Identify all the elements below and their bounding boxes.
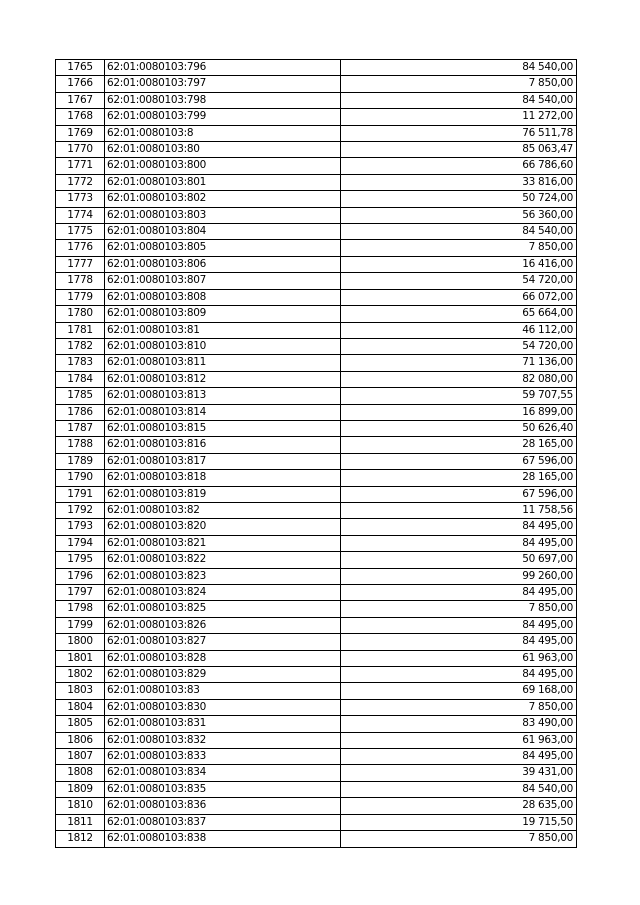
row-number-cell: 1765 — [56, 60, 105, 76]
row-number-cell: 1811 — [56, 814, 105, 830]
row-number-cell: 1786 — [56, 404, 105, 420]
cadastral-value-cell: 67 596,00 — [341, 453, 577, 469]
cadastral-value-cell: 16 899,00 — [341, 404, 577, 420]
table-row — [56, 60, 577, 76]
row-number-cell: 1798 — [56, 601, 105, 617]
row-number-cell: 1777 — [56, 256, 105, 272]
table-row — [56, 535, 577, 551]
cadastral-value-cell: 69 168,00 — [341, 683, 577, 699]
row-number-cell: 1766 — [56, 76, 105, 92]
cadastral-number-cell: 62:01:0080103:833 — [105, 749, 341, 765]
cadastral-number-cell: 62:01:0080103:80 — [105, 142, 341, 158]
table-row — [56, 338, 577, 354]
cadastral-value-cell: 54 720,00 — [341, 338, 577, 354]
table-row — [56, 831, 577, 847]
row-number-cell: 1788 — [56, 437, 105, 453]
cadastral-value-cell: 84 540,00 — [341, 60, 577, 76]
cadastral-number-cell: 62:01:0080103:796 — [105, 60, 341, 76]
table-row — [56, 699, 577, 715]
row-number-cell: 1792 — [56, 502, 105, 518]
cadastral-value-cell: 7 850,00 — [341, 601, 577, 617]
cadastral-value-cell: 50 697,00 — [341, 552, 577, 568]
table-row — [56, 289, 577, 305]
cadastral-value-cell: 84 540,00 — [341, 224, 577, 240]
row-number-cell: 1791 — [56, 486, 105, 502]
table-row — [56, 749, 577, 765]
cadastral-value-cell: 84 495,00 — [341, 749, 577, 765]
row-number-cell: 1794 — [56, 535, 105, 551]
cadastral-number-cell: 62:01:0080103:799 — [105, 109, 341, 125]
row-number-cell: 1770 — [56, 142, 105, 158]
cadastral-number-cell: 62:01:0080103:812 — [105, 371, 341, 387]
cadastral-value-cell: 84 495,00 — [341, 634, 577, 650]
table-row — [56, 256, 577, 272]
cadastral-number-cell: 62:01:0080103:815 — [105, 420, 341, 436]
cadastral-value-cell: 28 635,00 — [341, 798, 577, 814]
row-number-cell: 1804 — [56, 699, 105, 715]
row-number-cell: 1793 — [56, 519, 105, 535]
cadastral-value-cell: 83 490,00 — [341, 716, 577, 732]
table-row — [56, 634, 577, 650]
cadastral-number-cell: 62:01:0080103:836 — [105, 798, 341, 814]
table-row — [56, 420, 577, 436]
cadastral-value-cell: 11 272,00 — [341, 109, 577, 125]
row-number-cell: 1803 — [56, 683, 105, 699]
cadastral-value-cell: 16 416,00 — [341, 256, 577, 272]
cadastral-value-cell: 84 495,00 — [341, 585, 577, 601]
cadastral-number-cell: 62:01:0080103:813 — [105, 388, 341, 404]
cadastral-number-cell: 62:01:0080103:820 — [105, 519, 341, 535]
table-row — [56, 322, 577, 338]
cadastral-number-cell: 62:01:0080103:831 — [105, 716, 341, 732]
row-number-cell: 1805 — [56, 716, 105, 732]
cadastral-number-cell: 62:01:0080103:83 — [105, 683, 341, 699]
table-row — [56, 224, 577, 240]
cadastral-number-cell: 62:01:0080103:837 — [105, 814, 341, 830]
table-row — [56, 470, 577, 486]
table-row — [56, 191, 577, 207]
cadastral-value-cell: 19 715,50 — [341, 814, 577, 830]
table-row — [56, 502, 577, 518]
row-number-cell: 1769 — [56, 125, 105, 141]
cadastral-number-cell: 62:01:0080103:808 — [105, 289, 341, 305]
cadastral-value-cell: 76 511,78 — [341, 125, 577, 141]
cadastral-number-cell: 62:01:0080103:818 — [105, 470, 341, 486]
row-number-cell: 1784 — [56, 371, 105, 387]
table-row — [56, 486, 577, 502]
cadastral-value-cell: 84 495,00 — [341, 667, 577, 683]
table-row — [56, 355, 577, 371]
cadastral-value-cell: 7 850,00 — [341, 831, 577, 847]
cadastral-number-cell: 62:01:0080103:814 — [105, 404, 341, 420]
cadastral-number-cell: 62:01:0080103:802 — [105, 191, 341, 207]
table-row — [56, 109, 577, 125]
row-number-cell: 1801 — [56, 650, 105, 666]
row-number-cell: 1799 — [56, 617, 105, 633]
row-number-cell: 1809 — [56, 781, 105, 797]
cadastral-number-cell: 62:01:0080103:811 — [105, 355, 341, 371]
cadastral-value-cell: 7 850,00 — [341, 240, 577, 256]
table-row — [56, 388, 577, 404]
row-number-cell: 1781 — [56, 322, 105, 338]
cadastral-number-cell: 62:01:0080103:834 — [105, 765, 341, 781]
cadastral-number-cell: 62:01:0080103:801 — [105, 174, 341, 190]
table-row — [56, 617, 577, 633]
table-row — [56, 306, 577, 322]
table-row — [56, 174, 577, 190]
row-number-cell: 1797 — [56, 585, 105, 601]
cadastral-value-cell: 50 724,00 — [341, 191, 577, 207]
table-row — [56, 76, 577, 92]
cadastral-value-cell: 7 850,00 — [341, 76, 577, 92]
row-number-cell: 1787 — [56, 420, 105, 436]
cadastral-value-cell: 61 963,00 — [341, 732, 577, 748]
row-number-cell: 1789 — [56, 453, 105, 469]
row-number-cell: 1807 — [56, 749, 105, 765]
cadastral-number-cell: 62:01:0080103:819 — [105, 486, 341, 502]
table-row — [56, 814, 577, 830]
cadastral-number-cell: 62:01:0080103:810 — [105, 338, 341, 354]
cadastral-number-cell: 62:01:0080103:81 — [105, 322, 341, 338]
table-row — [56, 437, 577, 453]
cadastral-number-cell: 62:01:0080103:821 — [105, 535, 341, 551]
cadastral-value-cell: 66 072,00 — [341, 289, 577, 305]
cadastral-value-cell: 67 596,00 — [341, 486, 577, 502]
row-number-cell: 1790 — [56, 470, 105, 486]
cadastral-number-cell: 62:01:0080103:835 — [105, 781, 341, 797]
cadastral-number-cell: 62:01:0080103:828 — [105, 650, 341, 666]
table-row — [56, 404, 577, 420]
row-number-cell: 1780 — [56, 306, 105, 322]
table-row — [56, 142, 577, 158]
cadastral-number-cell: 62:01:0080103:816 — [105, 437, 341, 453]
cadastral-value-cell: 85 063,47 — [341, 142, 577, 158]
cadastral-number-cell: 62:01:0080103:817 — [105, 453, 341, 469]
table-row — [56, 207, 577, 223]
row-number-cell: 1779 — [56, 289, 105, 305]
row-number-cell: 1767 — [56, 92, 105, 108]
cadastral-number-cell: 62:01:0080103:823 — [105, 568, 341, 584]
table-row — [56, 568, 577, 584]
cadastral-number-cell: 62:01:0080103:805 — [105, 240, 341, 256]
table-row — [56, 667, 577, 683]
cadastral-value-cell: 84 540,00 — [341, 92, 577, 108]
table-row — [56, 683, 577, 699]
table-row — [56, 240, 577, 256]
row-number-cell: 1778 — [56, 273, 105, 289]
table-row — [56, 650, 577, 666]
cadastral-number-cell: 62:01:0080103:807 — [105, 273, 341, 289]
cadastral-number-cell: 62:01:0080103:832 — [105, 732, 341, 748]
cadastral-value-cell: 39 431,00 — [341, 765, 577, 781]
cadastral-value-cell: 50 626,40 — [341, 420, 577, 436]
row-number-cell: 1774 — [56, 207, 105, 223]
cadastral-value-cell: 99 260,00 — [341, 568, 577, 584]
row-number-cell: 1810 — [56, 798, 105, 814]
row-number-cell: 1806 — [56, 732, 105, 748]
cadastral-value-cell: 11 758,56 — [341, 502, 577, 518]
cadastral-number-cell: 62:01:0080103:825 — [105, 601, 341, 617]
table-row — [56, 273, 577, 289]
row-number-cell: 1772 — [56, 174, 105, 190]
cadastral-number-cell: 62:01:0080103:798 — [105, 92, 341, 108]
cadastral-value-cell: 33 816,00 — [341, 174, 577, 190]
table-row — [56, 585, 577, 601]
cadastral-number-cell: 62:01:0080103:822 — [105, 552, 341, 568]
cadastral-value-cell: 56 360,00 — [341, 207, 577, 223]
cadastral-value-cell: 7 850,00 — [341, 699, 577, 715]
cadastral-value-cell: 82 080,00 — [341, 371, 577, 387]
table-row — [56, 601, 577, 617]
cadastral-number-cell: 62:01:0080103:82 — [105, 502, 341, 518]
cadastral-number-cell: 62:01:0080103:824 — [105, 585, 341, 601]
row-number-cell: 1782 — [56, 338, 105, 354]
table-row — [56, 552, 577, 568]
cadastral-value-cell: 84 495,00 — [341, 535, 577, 551]
cadastral-number-cell: 62:01:0080103:830 — [105, 699, 341, 715]
cadastral-value-cell: 59 707,55 — [341, 388, 577, 404]
cadastral-number-cell: 62:01:0080103:803 — [105, 207, 341, 223]
table-row — [56, 732, 577, 748]
cadastral-number-cell: 62:01:0080103:827 — [105, 634, 341, 650]
cadastral-value-cell: 46 112,00 — [341, 322, 577, 338]
row-number-cell: 1773 — [56, 191, 105, 207]
table-row — [56, 519, 577, 535]
row-number-cell: 1785 — [56, 388, 105, 404]
cadastral-number-cell: 62:01:0080103:800 — [105, 158, 341, 174]
cadastral-number-cell: 62:01:0080103:806 — [105, 256, 341, 272]
row-number-cell: 1768 — [56, 109, 105, 125]
cadastral-value-cell: 28 165,00 — [341, 470, 577, 486]
cadastral-number-cell: 62:01:0080103:8 — [105, 125, 341, 141]
table-row — [56, 765, 577, 781]
cadastral-number-cell: 62:01:0080103:829 — [105, 667, 341, 683]
table-row — [56, 158, 577, 174]
cadastral-number-cell: 62:01:0080103:809 — [105, 306, 341, 322]
cadastral-value-cell: 84 540,00 — [341, 781, 577, 797]
row-number-cell: 1771 — [56, 158, 105, 174]
cadastral-number-cell: 62:01:0080103:797 — [105, 76, 341, 92]
cadastral-value-cell: 84 495,00 — [341, 617, 577, 633]
cadastral-value-cell: 71 136,00 — [341, 355, 577, 371]
row-number-cell: 1783 — [56, 355, 105, 371]
table-row — [56, 453, 577, 469]
cadastral-number-cell: 62:01:0080103:838 — [105, 831, 341, 847]
table-body — [56, 60, 577, 848]
cadastral-number-cell: 62:01:0080103:804 — [105, 224, 341, 240]
cadastral-value-cell: 61 963,00 — [341, 650, 577, 666]
cadastral-value-table — [55, 59, 577, 848]
table-row — [56, 716, 577, 732]
row-number-cell: 1808 — [56, 765, 105, 781]
cadastral-value-cell: 84 495,00 — [341, 519, 577, 535]
row-number-cell: 1795 — [56, 552, 105, 568]
table-row — [56, 781, 577, 797]
cadastral-value-cell: 54 720,00 — [341, 273, 577, 289]
cadastral-value-cell: 65 664,00 — [341, 306, 577, 322]
table-row — [56, 125, 577, 141]
cadastral-value-cell: 66 786,60 — [341, 158, 577, 174]
cadastral-value-cell: 28 165,00 — [341, 437, 577, 453]
row-number-cell: 1776 — [56, 240, 105, 256]
table-row — [56, 92, 577, 108]
row-number-cell: 1802 — [56, 667, 105, 683]
row-number-cell: 1796 — [56, 568, 105, 584]
row-number-cell: 1812 — [56, 831, 105, 847]
row-number-cell: 1800 — [56, 634, 105, 650]
cadastral-number-cell: 62:01:0080103:826 — [105, 617, 341, 633]
row-number-cell: 1775 — [56, 224, 105, 240]
table-row — [56, 371, 577, 387]
table-row — [56, 798, 577, 814]
